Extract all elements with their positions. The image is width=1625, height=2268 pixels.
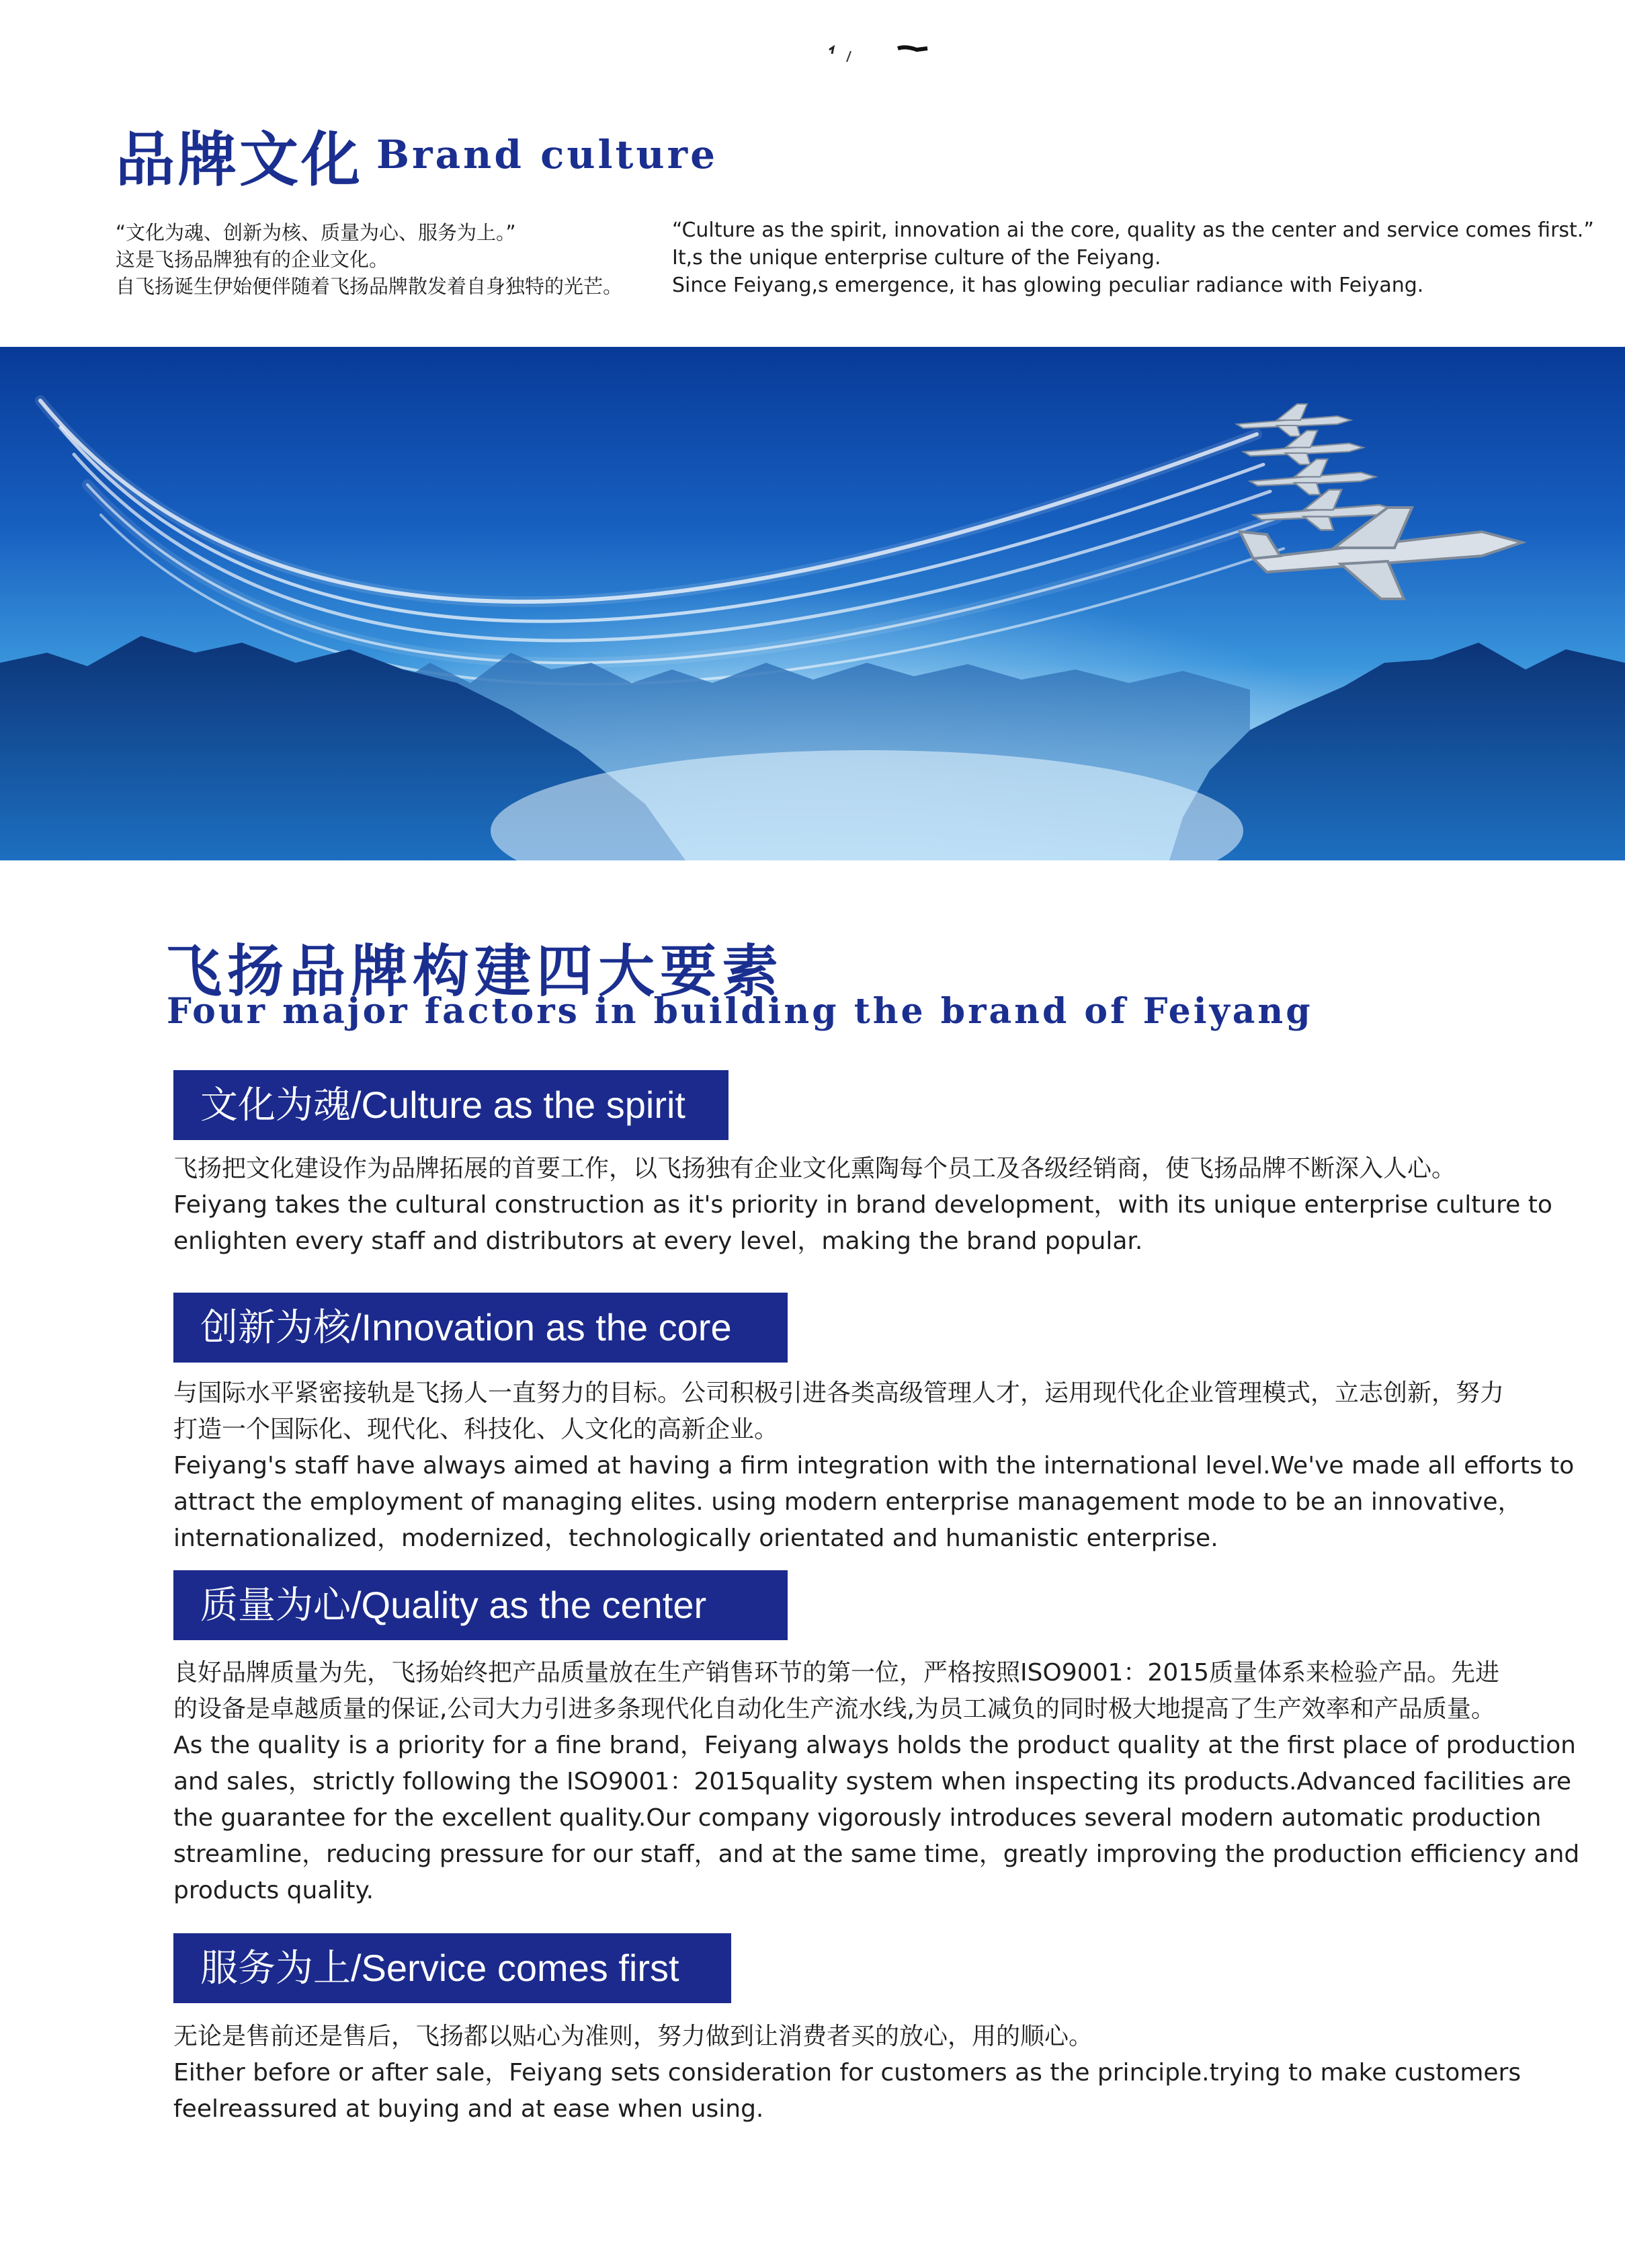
scan-mark bbox=[827, 42, 934, 69]
factor-line: enlighten every staff and distributors at every level，making the brand popular. bbox=[173, 1227, 1143, 1255]
factor-line: 飞扬把文化建设作为品牌拓展的首要工作，以飞扬独有企业文化熏陶每个员工及各级经销商，使飞扬品牌不断深入人心。 bbox=[173, 1155, 1456, 1182]
intro-en-line: “Culture as the spirit, innovation ai the core, quality as the center and service comes first.” bbox=[672, 218, 1594, 242]
factor-line: 无论是售前还是售后，飞扬都以贴心为准则，努力做到让消费者买的放心，用的顺心。 bbox=[173, 2023, 1093, 2050]
factor-heading-quality: 质量为心/Quality as the center bbox=[173, 1570, 788, 1640]
intro-cn-line: “文化为魂、创新为核、质量为心、服务为上。” bbox=[116, 221, 516, 244]
intro-cn-line: 这是飞扬品牌独有的企业文化。 bbox=[116, 248, 389, 271]
factor-heading-culture: 文化为魂/Culture as the spirit bbox=[173, 1070, 728, 1140]
factor-line: 的设备是卓越质量的保证,公司大力引进多条现代化自动化生产流水线,为员工减负的同时极大地提高了生产效率和产品质量。 bbox=[173, 1695, 1495, 1723]
factor-line: the guarantee for the excellent quality.Our company vigorously introduces several modern automatic production bbox=[173, 1804, 1542, 1832]
factor-line: products quality. bbox=[173, 1877, 374, 1904]
factor-line: As the quality is a priority for a fine brand，Feiyang always holds the product quality at the first place of production bbox=[173, 1732, 1576, 1759]
factor-line: 与国际水平紧密接轨是飞扬人一直努力的目标。公司积极引进各类高级管理人才，运用现代化企业管理模式，立志创新，努力 bbox=[173, 1379, 1505, 1407]
factor-line: Feiyang takes the cultural construction as it's priority in brand development，with its unique enterprise culture to bbox=[173, 1191, 1552, 1219]
section-title-cn: 飞扬品牌构建四大要素 bbox=[165, 938, 784, 1004]
intro-cn-line: 自飞扬诞生伊始便伴随着飞扬品牌散发着自身独特的光芒。 bbox=[116, 275, 623, 298]
factor-line: feelreassured at buying and at ease when using. bbox=[173, 2095, 764, 2123]
factor-line: streamline，reducing pressure for our staff，and at the same time，greatly improving the production efficiency and bbox=[173, 1840, 1580, 1868]
factor-heading-service: 服务为上/Service comes first bbox=[173, 1933, 731, 2003]
factor-line: and sales，strictly following the ISO9001：2015quality system when inspecting its products.Advanced facilities are bbox=[173, 1768, 1571, 1795]
factor-line: Feiyang's staff have always aimed at having a firm integration with the international level.We've made all efforts to bbox=[173, 1452, 1575, 1480]
brand-culture-title-cn: 品牌文化 bbox=[116, 124, 364, 194]
intro-en-line: Since Feiyang,s emergence, it has glowing peculiar radiance with Feiyang. bbox=[672, 274, 1424, 297]
factor-body-innovation bbox=[173, 1375, 1575, 1557]
factor-line: internationalized，modernized，technologically orientated and humanistic enterprise. bbox=[173, 1525, 1218, 1552]
factor-body-service bbox=[173, 2019, 1522, 2128]
factor-line: Either before or after sale，Feiyang sets consideration for customers as the principle.trying to make customers bbox=[173, 2059, 1522, 2087]
factor-body-culture bbox=[173, 1151, 1552, 1260]
intro-en-line: It,s the unique enterprise culture of the Feiyang. bbox=[672, 246, 1161, 270]
factor-line: attract the employment of managing elites. using modern enterprise management mode to be an innovative， bbox=[173, 1488, 1522, 1516]
brand-culture-title-en: Brand culture bbox=[376, 132, 718, 177]
jets-mountains-banner bbox=[0, 347, 1625, 860]
factor-heading-innovation: 创新为核/Innovation as the core bbox=[173, 1293, 788, 1363]
factor-line: 良好品牌质量为先，飞扬始终把产品质量放在生产销售环节的第一位，严格按照ISO9001：2015质量体系来检验产品。先进 bbox=[173, 1659, 1500, 1687]
intro-en bbox=[672, 216, 1594, 299]
factor-body-quality bbox=[173, 1655, 1580, 1909]
factor-line: 打造一个国际化、现代化、科技化、人文化的高新企业。 bbox=[173, 1416, 779, 1443]
intro-cn bbox=[116, 219, 673, 300]
section-title-en: Four major factors in building the brand of Feiyang bbox=[167, 991, 1313, 1032]
